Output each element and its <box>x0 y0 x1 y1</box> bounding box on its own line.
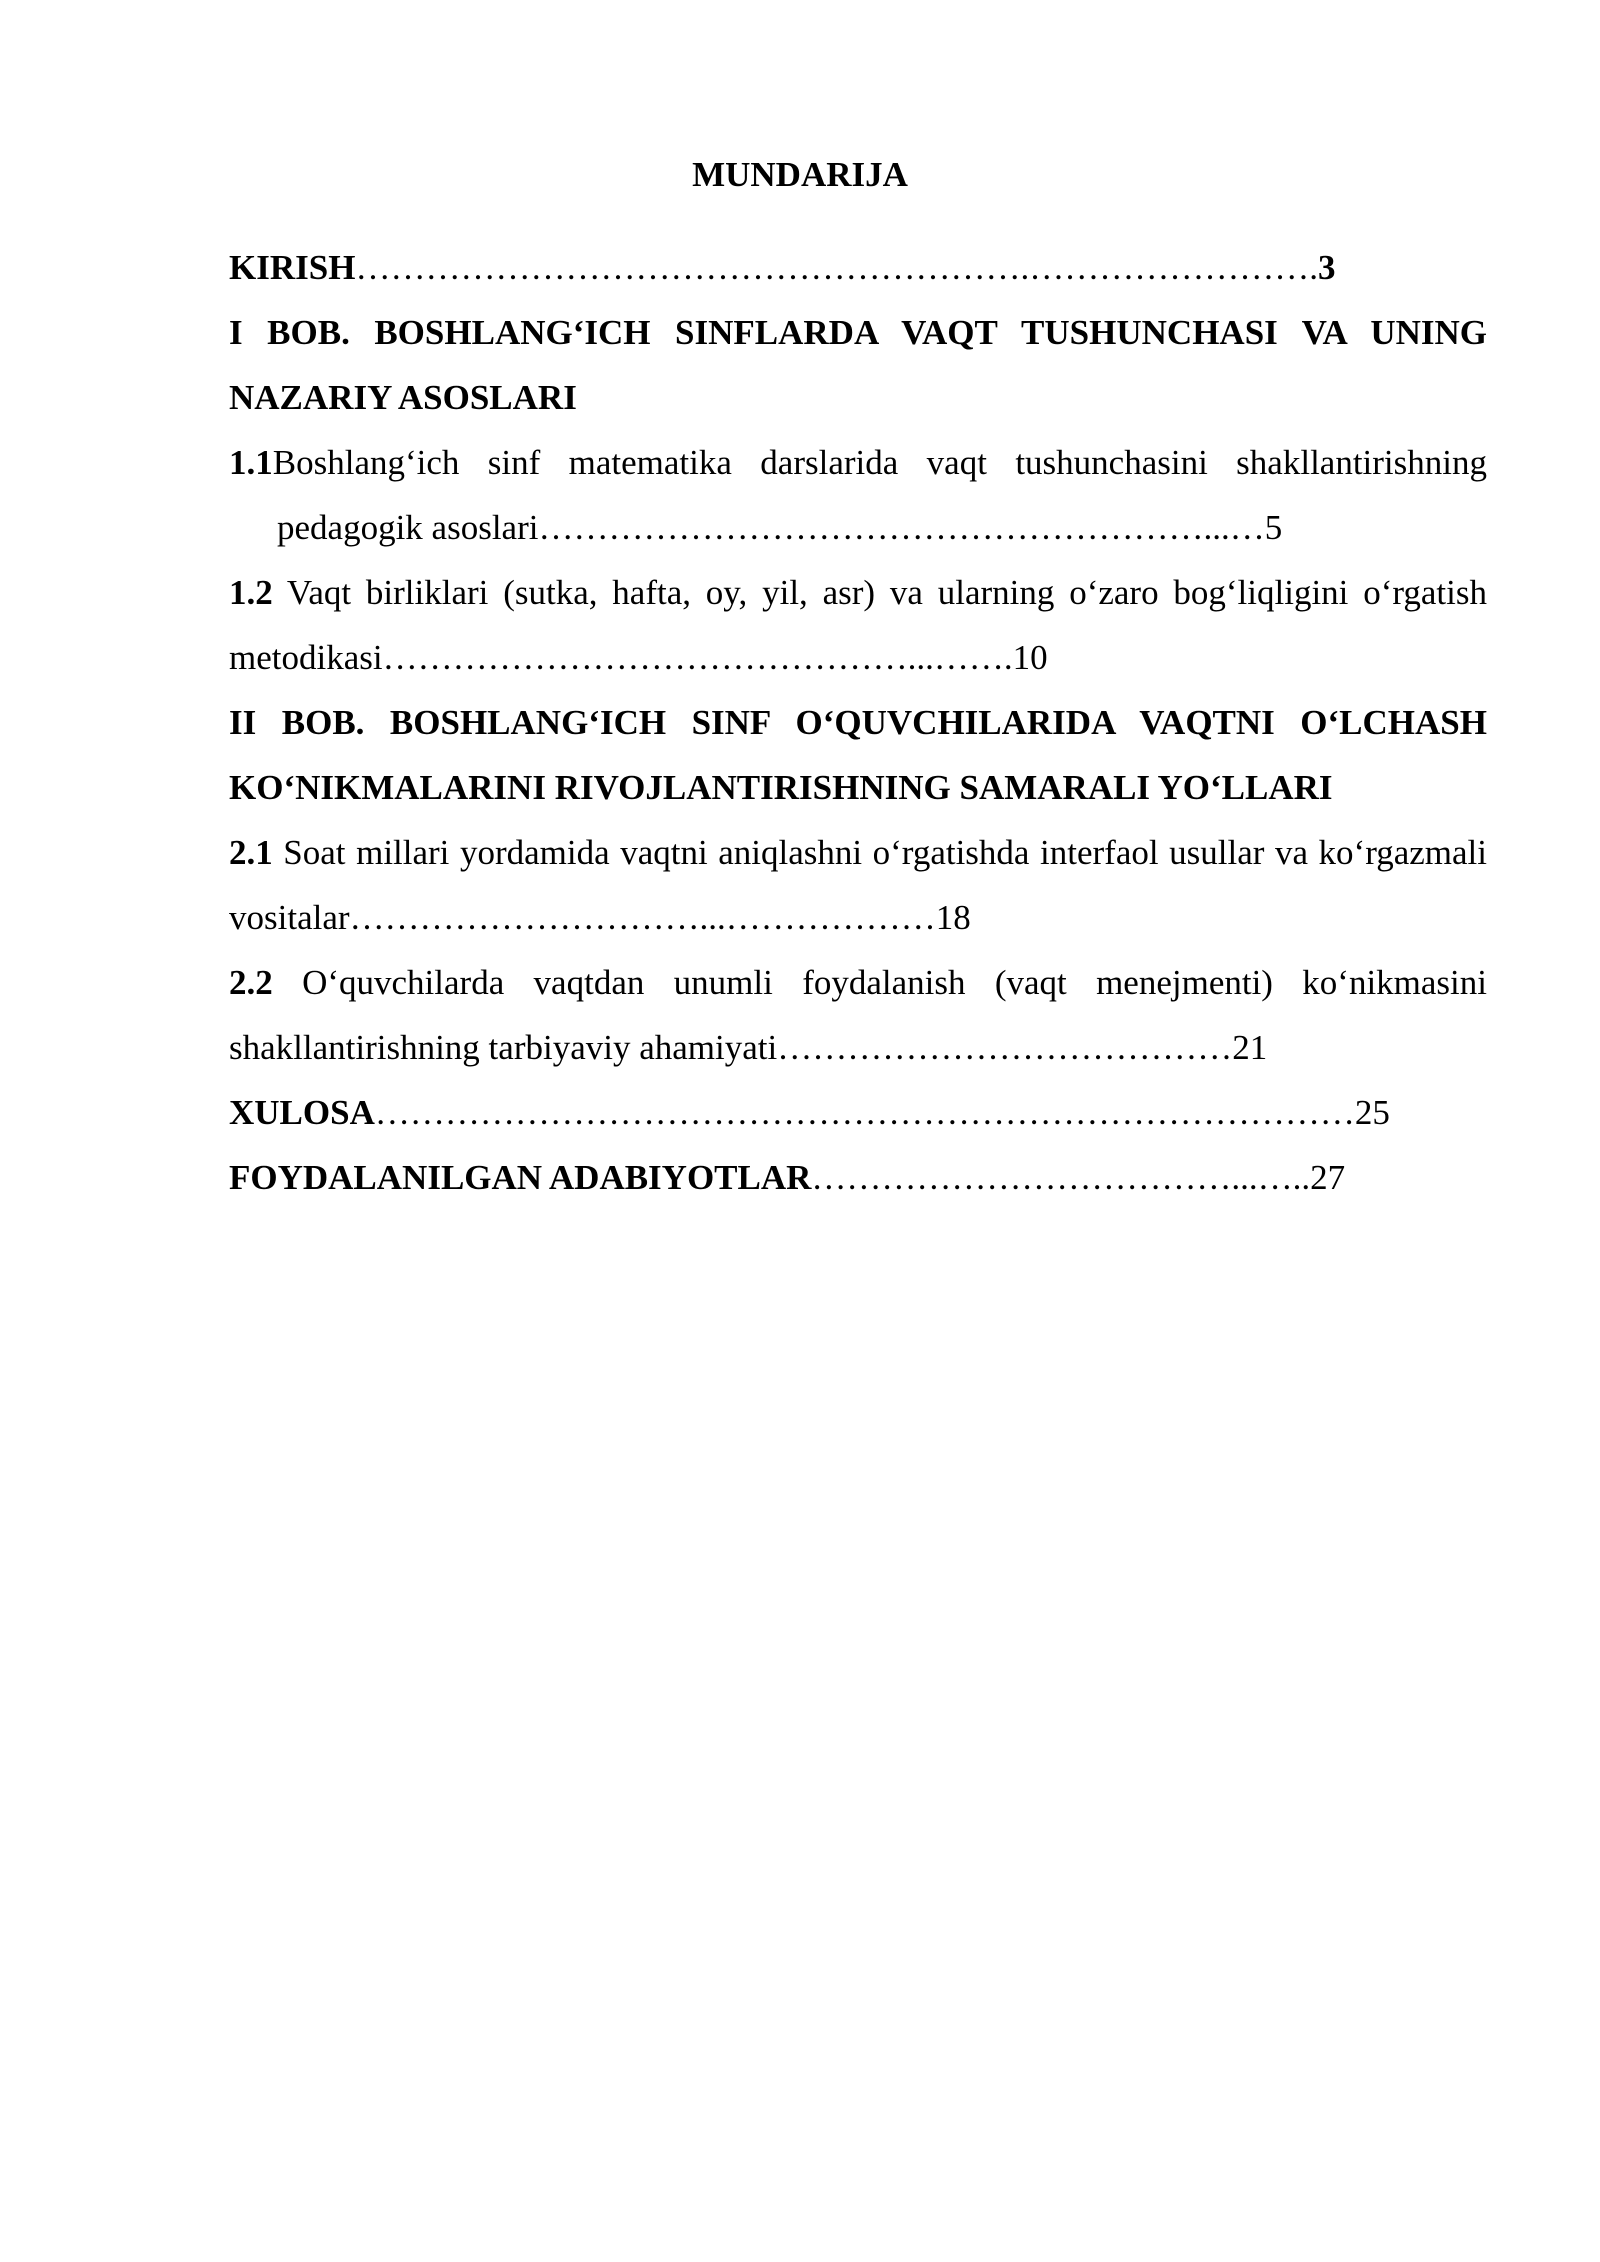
toc-section-number: 1.1 <box>229 443 273 482</box>
toc-page-number: 10 <box>1012 638 1048 677</box>
toc-entry-2-2 <box>229 950 1487 1080</box>
toc-page-number: 21 <box>1232 1028 1268 1067</box>
toc-section-title: O‘quvchilarda vaqtdan unumli foydalanish (vaqt menejmenti) ko‘nikmasini shakllantirishning tarbiyaviy ahamiyati <box>229 963 1487 1067</box>
toc-chapter-2-heading: II BOB. BOSHLANG‘ICH SINF O‘QUVCHILARIDA VAQTNI O‘LCHASH KO‘NIKMALARINI RIVOJLANTIRISHNING SAMARALI YO‘LLARI <box>229 703 1487 807</box>
toc-label: FOYDALANILGAN ADABIYOTLAR <box>229 1158 812 1197</box>
toc-page-number: 27 <box>1310 1158 1346 1197</box>
toc-section-title: Boshlang‘ich sinf matematika darslarida vaqt tushunchasini shakllantirishning pedagogik asoslari <box>272 443 1487 547</box>
toc-page-number: 18 <box>935 898 971 937</box>
toc-leader: …………………………...……………… <box>349 898 936 937</box>
toc-leader: ………………………………………...……. <box>382 638 1013 677</box>
toc-entry-xulosa <box>229 1080 1487 1145</box>
toc-page-number: 25 <box>1354 1093 1390 1132</box>
toc-page-number: 3 <box>1317 248 1336 287</box>
toc-page-number: 5 <box>1264 508 1283 547</box>
toc-section-number: 2.2 <box>229 963 273 1002</box>
toc-leader: ………………………………………………….……………………. <box>355 248 1318 287</box>
toc-leader: ………………………………………………………………………… <box>374 1093 1355 1132</box>
toc-section-number: 1.2 <box>229 573 273 612</box>
toc-section-number: 2.1 <box>229 833 273 872</box>
toc-leader: ………………………………...….. <box>811 1158 1311 1197</box>
toc-section-title: Soat millari yordamida vaqtni aniqlashni o‘rgatishda interfaol usullar va ko‘rgazmali vositalar <box>229 833 1487 937</box>
toc-entry-kirish <box>229 235 1487 300</box>
toc-section-title: Vaqt birliklari (sutka, hafta, oy, yil, asr) va ularning o‘zaro bog‘liqligini o‘rgatish metodikasi <box>229 573 1487 677</box>
toc-entry-2-1 <box>229 820 1487 950</box>
toc-leader: ………………………………… <box>777 1028 1233 1067</box>
toc-label: XULOSA <box>229 1093 375 1132</box>
toc-entry-1-1 <box>229 430 1487 560</box>
table-of-contents <box>229 235 1487 1210</box>
toc-leader: …………………………………………………...… <box>538 508 1265 547</box>
toc-entry-adabiyotlar <box>229 1145 1487 1210</box>
toc-label: KIRISH <box>229 248 356 287</box>
page-title: MUNDARIJA <box>692 155 908 194</box>
toc-entry-1-2 <box>229 560 1487 690</box>
toc-chapter-1-heading: I BOB. BOSHLANG‘ICH SINFLARDA VAQT TUSHUNCHASI VA UNING NAZARIY ASOSLARI <box>229 313 1487 417</box>
